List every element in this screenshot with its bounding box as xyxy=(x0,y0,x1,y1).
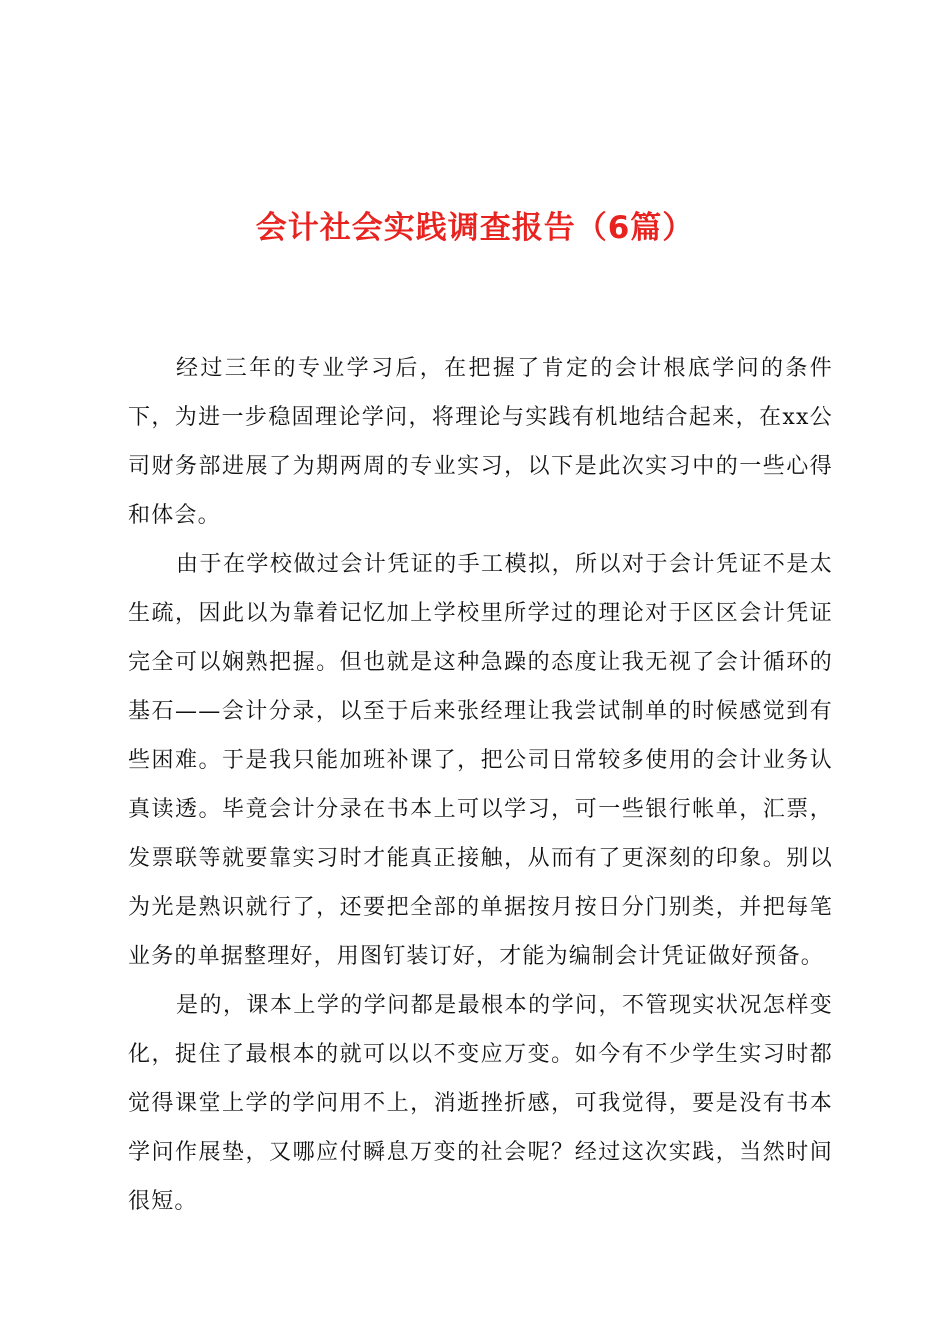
paragraph-1: 经过三年的专业学习后，在把握了肯定的会计根底学问的条件下，为进一步稳固理论学问，将理论与实践有机地结合起来，在xx公司财务部进展了为期两周的专业实习，以下是此次实习中的一些心得和体会。 xyxy=(128,356,833,528)
document-body xyxy=(128,344,833,1226)
paragraph-3: 是的，课本上学的学问都是最根本的学问，不管现实状况怎样变化，捉住了最根本的就可以以不变应万变。如今有不少学生实习时都觉得课堂上学的学问用不上，消逝挫折感，可我觉得，要是没有书本学问作展垫，又哪应付瞬息万变的社会呢？经过这次实践，当然时间很短。 xyxy=(128,993,833,1214)
document-title: 会计社会实践调查报告（6篇） xyxy=(255,210,695,246)
paragraph-2: 由于在学校做过会计凭证的手工模拟，所以对于会计凭证不是太生疏，因此以为靠着记忆加上学校里所学过的理论对于区区会计凭证完全可以娴熟把握。但也就是这种急躁的态度让我无视了会计循环的基石——会计分录，以至于后来张经理让我尝试制单的时候感觉到有些困难。于是我只能加班补课了，把公司日常较多使用的会计业务认真读透。毕竟会计分录在书本上可以学习，可一些银行帐单，汇票，发票联等就要靠实习时才能真正接触，从而有了更深刻的印象。别以为光是熟识就行了，还要把全部的单据按月按日分门别类，并把每笔业务的单据整理好，用图钉装订好，才能为编制会计凭证做好预备。 xyxy=(128,552,833,969)
